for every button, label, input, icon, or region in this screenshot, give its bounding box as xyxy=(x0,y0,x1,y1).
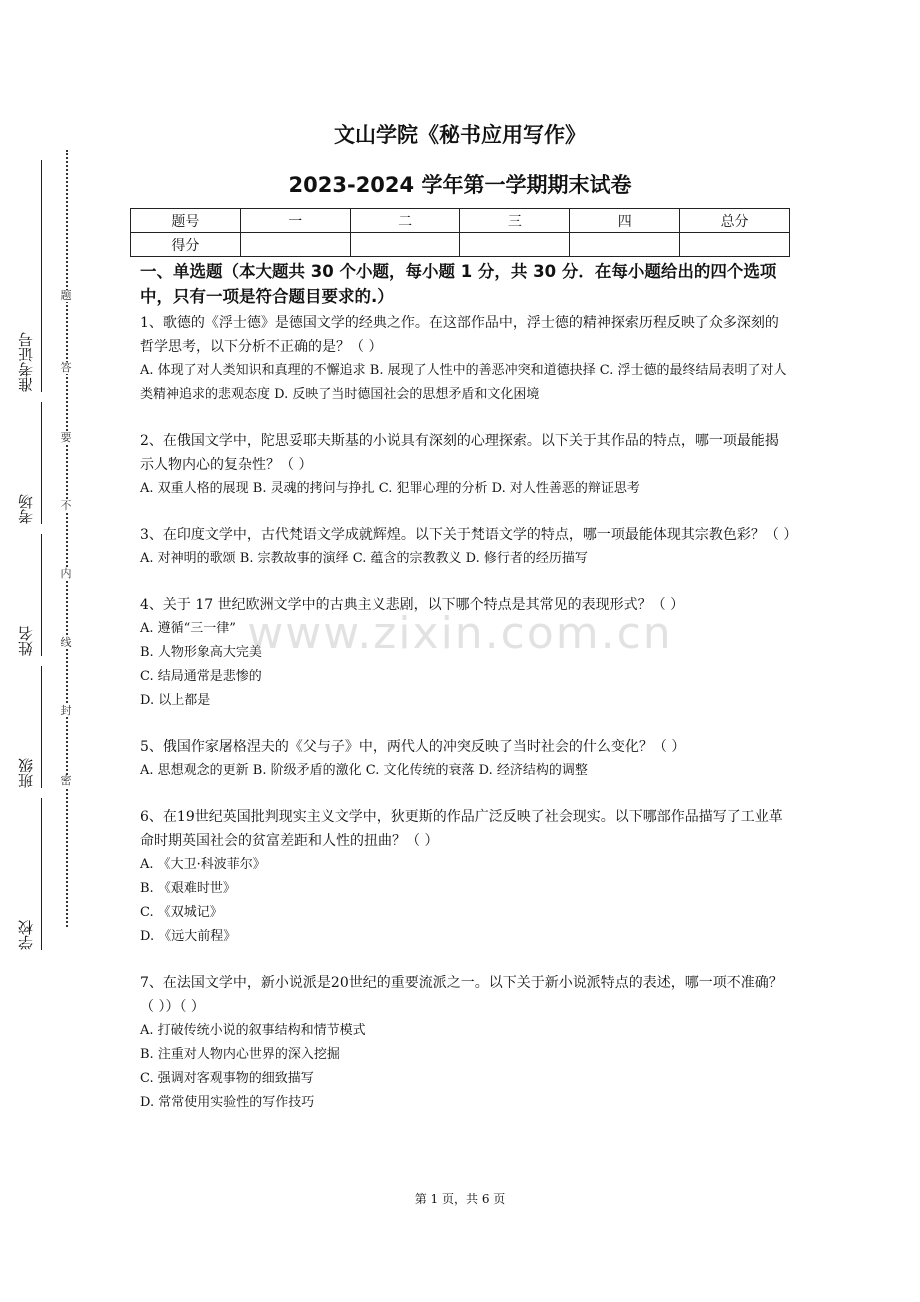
option-a: A. 打破传统小说的叙事结构和情节模式 xyxy=(140,1023,366,1038)
score-row-label: 得分 xyxy=(131,233,241,257)
field-underline xyxy=(41,666,42,788)
question-options: A. 思想观念的更新 B. 阶级矛盾的激化 C. 文化传统的衰落 D. 经济结构的调整 xyxy=(140,763,588,778)
seal-char: 线 xyxy=(60,636,72,649)
field-label: 姓名 xyxy=(17,626,35,656)
seal-char: 要 xyxy=(60,431,72,444)
option-a: A. 遵循“三一律” xyxy=(140,621,236,636)
seal-char: 密 xyxy=(60,774,72,787)
option-c: C. 强调对客观事物的细致描写 xyxy=(140,1071,314,1086)
field-underline xyxy=(41,798,42,950)
question-1 xyxy=(140,311,792,407)
seal-dotted-line xyxy=(66,150,68,927)
score-header-cell: 三 xyxy=(460,209,570,233)
exam-subtitle: 2023-2024 学年第一学期期末试卷 xyxy=(288,173,632,197)
score-header-cell: 一 xyxy=(240,209,350,233)
question-5 xyxy=(140,735,792,783)
field-label: 学校 xyxy=(17,920,35,950)
field-exam-room[interactable] xyxy=(18,402,44,524)
score-cell[interactable] xyxy=(680,233,790,257)
section-heading: 一、单选题（本大题共 30 个小题，每小题 1 分，共 30 分．在每小题给出的四个选项中，只有一项是符合题目要求的.） xyxy=(140,262,777,306)
question-stem: 1、歌德的《浮士德》是德国文学的经典之作。在这部作品中，浮士德的精神探索历程反映了众多深刻的哲学思考，以下分析不正确的是？（ ） xyxy=(140,315,779,355)
field-label: 考场 xyxy=(17,494,35,524)
option-b: B. 《艰难时世》 xyxy=(140,881,236,896)
option-b: B. 注重对人物内心世界的深入挖掘 xyxy=(140,1047,340,1062)
question-2 xyxy=(140,429,792,501)
question-stem: 2、在俄国文学中，陀思妥耶夫斯基的小说具有深刻的心理探索。以下关于其作品的特点，哪一项最能揭示人物内心的复杂性？（ ） xyxy=(140,433,779,473)
score-table-header-row xyxy=(131,209,790,233)
option-d: D. 以上都是 xyxy=(140,693,211,708)
field-underline xyxy=(41,160,42,392)
option-d: D. 常常使用实验性的写作技巧 xyxy=(140,1095,315,1110)
option-c: C. 《双城记》 xyxy=(140,905,223,920)
question-options: A. 双重人格的展现 B. 灵魂的拷问与挣扎 C. 犯罪心理的分析 D. 对人性善恶的辩证思考 xyxy=(140,481,640,496)
field-label: 准考证号 xyxy=(17,332,35,392)
field-underline xyxy=(41,402,42,524)
question-6 xyxy=(140,805,792,949)
option-a: A. 《大卫·科波菲尔》 xyxy=(140,857,266,872)
seal-char: 内 xyxy=(60,567,72,580)
seal-char: 不 xyxy=(60,499,72,512)
option-b: B. 人物形象高大完美 xyxy=(140,645,262,660)
field-school[interactable] xyxy=(18,798,44,950)
binding-margin xyxy=(0,0,90,1302)
score-header-cell: 四 xyxy=(570,209,680,233)
score-header-cell: 总分 xyxy=(680,209,790,233)
score-table xyxy=(130,208,790,257)
question-4 xyxy=(140,593,792,713)
score-cell[interactable] xyxy=(350,233,460,257)
score-header-cell: 二 xyxy=(350,209,460,233)
exam-content xyxy=(140,259,798,1115)
question-stem: 7、在法国文学中，新小说派是20世纪的重要流派之一。以下关于新小说派特点的表述，哪一项不准确？（ ））（ ） xyxy=(140,975,783,1015)
page-footer: 第 1 页，共 6 页 xyxy=(414,1192,506,1206)
option-c: C. 结局通常是悲惨的 xyxy=(140,669,262,684)
question-stem: 5、俄国作家屠格涅夫的《父与子》中，两代人的冲突反映了当时社会的什么变化？（ ） xyxy=(140,739,686,755)
question-3 xyxy=(140,523,798,571)
question-stem: 6、在19世纪英国批判现实主义文学中，狄更斯的作品广泛反映了社会现实。以下哪部作品描写了工业革命时期英国社会的贫富差距和人性的扭曲？（ ） xyxy=(140,809,783,849)
question-options: A. 体现了对人类知识和真理的不懈追求 B. 展现了人性中的善恶冲突和道德抉择 C. 浮士德的最终结局表明了对人类精神追求的悲观态度 D. 反映了当时德国社会的思想矛盾和文化困境 xyxy=(140,363,787,402)
field-underline xyxy=(41,534,42,656)
option-d: D. 《远大前程》 xyxy=(140,929,237,944)
exam-title: 文山学院《秘书应用写作》 xyxy=(334,123,586,147)
field-class[interactable] xyxy=(18,666,44,788)
question-options: A. 对神明的歌颂 B. 宗教故事的演绎 C. 蕴含的宗教教义 D. 修行者的经历描写 xyxy=(140,551,588,566)
watermark: www.zixin.com.cn xyxy=(247,608,673,659)
field-name[interactable] xyxy=(18,534,44,656)
field-exam-number[interactable] xyxy=(18,160,44,392)
score-header-cell: 题号 xyxy=(131,209,241,233)
seal-char: 题 xyxy=(60,289,72,302)
score-cell[interactable] xyxy=(240,233,350,257)
seal-char: 封 xyxy=(60,704,72,717)
question-stem: 3、在印度文学中，古代梵语文学成就辉煌。以下关于梵语文学的特点，哪一项最能体现其宗教色彩？（ ） xyxy=(140,527,798,543)
question-stem: 4、关于 17 世纪欧洲文学中的古典主义悲剧，以下哪个特点是其常见的表现形式？（ ） xyxy=(140,597,685,613)
score-cell[interactable] xyxy=(460,233,570,257)
seal-char: 答 xyxy=(60,361,72,374)
score-table-score-row xyxy=(131,233,790,257)
question-7 xyxy=(140,971,792,1115)
field-label: 班级 xyxy=(17,758,35,788)
score-cell[interactable] xyxy=(570,233,680,257)
